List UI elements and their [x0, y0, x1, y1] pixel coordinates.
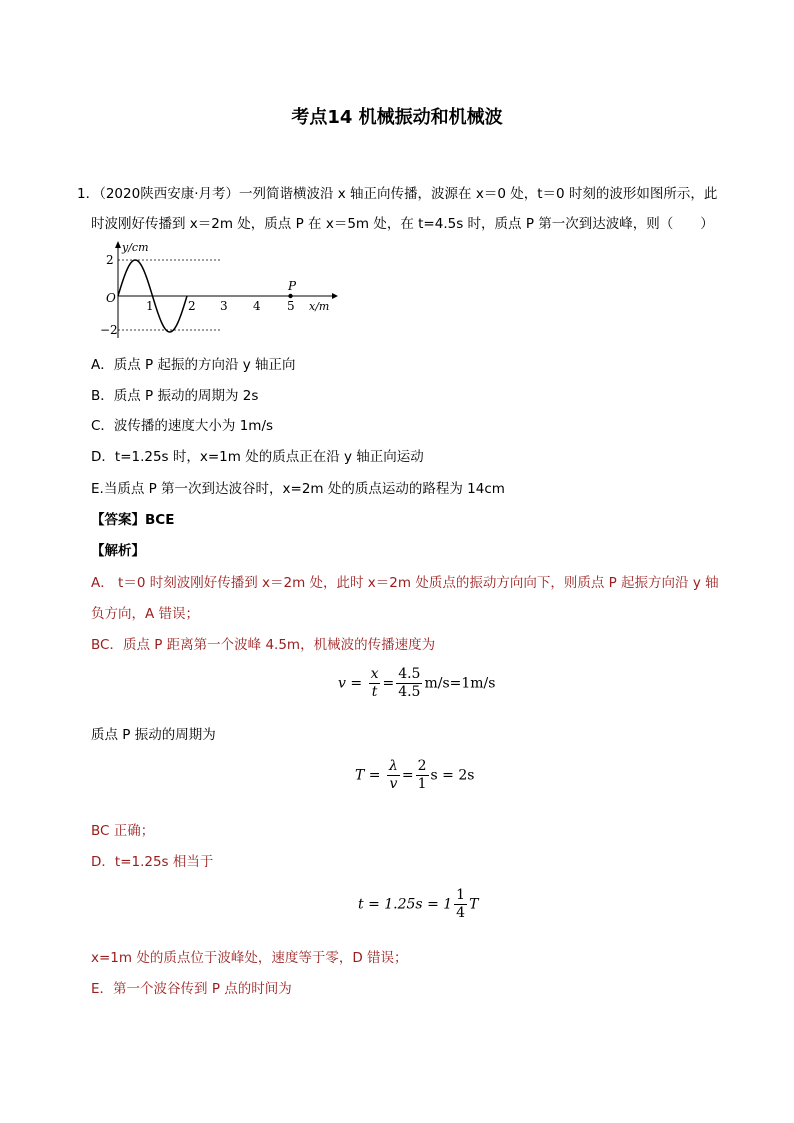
eq1-tail: m/s=1m/s	[424, 675, 496, 692]
eq1-lhs: v	[338, 675, 346, 692]
analysis-label: 【解析】	[91, 543, 145, 559]
origin-label: O	[106, 291, 116, 305]
x-axis-arrow	[332, 293, 338, 299]
eq2-fraction-2	[416, 758, 429, 793]
eq3-tail: T	[469, 896, 479, 913]
question-line-2: 时波刚好传播到 x＝2m 处，质点 P 在 x＝5m 处，在 t=4.5s 时，质点 P 第一次到达波峰，则（ ）	[91, 216, 714, 232]
eq3-fraction	[454, 887, 467, 922]
page-title: 考点14 机械振动和机械波	[291, 107, 503, 128]
analysis-bc-correct: BC 正确；	[91, 823, 155, 839]
eq3-numerator: 1	[456, 887, 466, 903]
analysis-a-line-2: 负方向，A 错误；	[91, 606, 200, 622]
option-e: E.当质点 P 第一次到达波谷时，x=2m 处的质点运动的路程为 14cm	[91, 481, 505, 497]
period-text: 质点 P 振动的周期为	[91, 727, 216, 743]
equation-period: T = $\frac{\lambda}{v}$ = $\frac{2}{1}$ s = 2s	[355, 758, 475, 792]
x-tick-4: 4	[253, 299, 261, 313]
eq3-lhs: t = 1.25s = 1	[358, 896, 453, 913]
option-c: C．波传播的速度大小为 1m/s	[91, 418, 274, 434]
y-axis-arrow	[115, 241, 121, 248]
eq2-f2-numerator: 2	[417, 758, 427, 774]
analysis-d-line: D．t=1.25s 相当于	[91, 854, 214, 870]
point-p-label: P	[288, 279, 297, 293]
answer-label: 【答案】BCE	[91, 512, 175, 528]
equation-time	[358, 887, 478, 922]
question-line-1: 1．（2020陕西安康·月考）一列简谐横波沿 x 轴正向传播，波源在 x＝0 处，t＝0 时刻的波形如图所示，此	[77, 186, 718, 202]
eq2-fraction-1	[387, 758, 400, 793]
x-tick-2: 2	[188, 299, 196, 313]
eq1-f2-numerator: 4.5	[398, 666, 421, 682]
eq2-f2-denominator: 1	[417, 776, 427, 792]
eq2-f1-numerator: λ	[388, 758, 398, 774]
y-tick-2: 2	[106, 253, 114, 267]
analysis-bc-line: BC．质点 P 距离第一个波峰 4.5m，机械波的传播速度为	[91, 637, 436, 653]
x-axis-label: x/m	[309, 300, 330, 313]
x-tick-3: 3	[220, 299, 228, 313]
wave-figure	[100, 238, 340, 348]
eq1-f1-denominator: t	[371, 684, 378, 700]
x-tick-1: 1	[146, 299, 154, 313]
eq3-denominator: 4	[456, 905, 466, 921]
eq1-fraction-1	[369, 666, 381, 701]
point-p-marker	[288, 294, 292, 298]
y-tick-minus-2: −2	[100, 323, 118, 337]
analysis-d-result: x=1m 处的质点位于波峰处，速度等于零，D 错误；	[91, 950, 408, 966]
analysis-a-line-1: A． t＝0 时刻波刚好传播到 x＝2m 处，此时 x＝2m 处质点的振动方向向下，则质点 P 起振方向沿 y 轴	[91, 575, 719, 591]
y-axis-label: y/cm	[122, 241, 149, 254]
eq2-f1-denominator: v	[389, 776, 398, 792]
eq1-f2-denominator: 4.5	[398, 684, 421, 700]
eq1-fraction-2	[396, 666, 422, 701]
option-a: A．质点 P 起振的方向沿 y 轴正向	[91, 357, 296, 373]
option-d: D．t=1.25s 时，x=1m 处的质点正在沿 y 轴正向运动	[91, 449, 424, 465]
eq2-tail: s = 2s	[430, 767, 475, 784]
eq1-f1-numerator: x	[370, 666, 379, 682]
equation-velocity: v = $\frac{x}{t}$ = $\frac{4.5}{4.5}$ m/s=1m/s	[338, 666, 496, 700]
analysis-e-line: E．第一个波谷传到 P 点的时间为	[91, 981, 292, 997]
option-b: B．质点 P 振动的周期为 2s	[91, 388, 259, 404]
eq2-lhs: T	[355, 767, 365, 784]
x-tick-5: 5	[287, 299, 295, 313]
